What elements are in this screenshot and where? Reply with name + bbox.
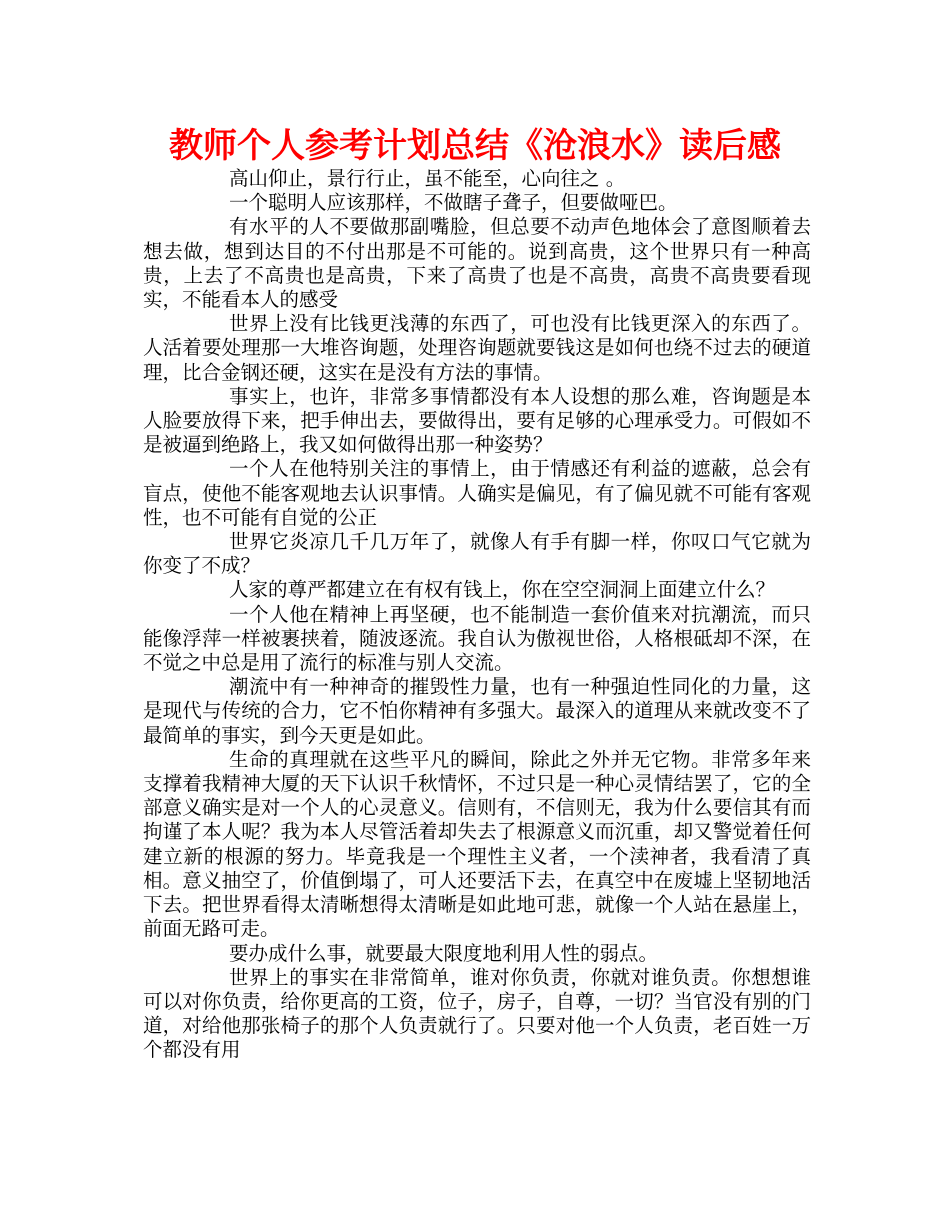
paragraph: 事实上，也许，非常多事情都没有本人设想的那么难，咨询题是本人脸要放得下来，把手伸出去，要做得出，要有足够的心理承受力。可假如不是被逼到绝路上，我又如何做得出那一种姿势？ (143, 384, 811, 457)
paragraph: 人家的尊严都建立在有权有钱上，你在空空洞洞上面建立什么？ (229, 578, 776, 602)
paragraph: 高山仰止，景行行止，虽不能至，心向往之 。 (229, 167, 626, 190)
paragraph: 有水平的人不要做那副嘴脸，但总要不动声色地体会了意图顺着去想去做，想到达目的不付出那是不可能的。说到高贵，这个世界只有一种高贵，上去了不高贵也是高贵，下来了高贵了也是不高贵，高贵不高贵要看现实，不能看本人的感受 (143, 215, 811, 312)
paragraph: 世界上的事实在非常简单，谁对你负责，你就对谁负责。你想想谁可以对你负责，给你更高的工资，位子，房子，自尊，一切？当官没有别的门道，对给他那张椅子的那个人负责就行了。只要对他一个人负责，老百姓一万个都没有用 (143, 965, 811, 1062)
paragraph: 一个人在他特别关注的事情上，由于情感还有利益的遮蔽，总会有盲点，使他不能客观地去认识事情。人确实是偏见，有了偏见就不可能有客观性，也不可能有自觉的公正 (143, 457, 811, 529)
paragraph: 世界上没有比钱更浅薄的东西了，可也没有比钱更深入的东西了。人活着要处理那一大堆咨询题，处理咨询题就要钱这是如何也绕不过去的硬道理，比合金钢还硬，这实在是没有方法的事情。 (143, 312, 811, 384)
paragraph: 潮流中有一种神奇的摧毁性力量，也有一种强迫性同化的力量，这是现代与传统的合力，它不怕你精神有多强大。最深入的道理从来就改变不了最简单的事实，到今天更是如此。 (143, 675, 811, 747)
document-body (143, 167, 811, 1063)
paragraph: 一个聪明人应该那样，不做瞎子聋子，但要做哑巴。 (229, 191, 678, 215)
paragraph: 一个人他在精神上再坚硬，也不能制造一套价值来对抗潮流，而只能像浮萍一样被裹挟着，随波逐流。我自认为傲视世俗，人格根砥却不深，在不觉之中总是用了流行的标准与别人交流。 (143, 602, 811, 675)
paragraph: 要办成什么事，就要最大限度地利用人性的弱点。 (229, 941, 659, 965)
document-title: 教师个人参考计划总结《沧浪水》读后感 (169, 126, 781, 166)
paragraph: 世界它炎凉几千几万年了，就像人有手有脚一样，你叹口气它就为你变了不成？ (143, 530, 811, 578)
paragraph: 生命的真理就在这些平凡的瞬间，除此之外并无它物。非常多年来支撑着我精神大厦的天下认识千秋情怀，不过只是一种心灵情结罢了，它的全部意义确实是对一个人的心灵意义。信则有，不信则无，我为什么要信其有而拘谨了本人呢？我为本人尽管活着却失去了根源意义而沉重，却又警觉着任何建立新的根源的努力。毕竟我是一个理性主义者，一个渎神者，我看清了真相。意义抽空了，价值倒塌了，可人还要活下去，在真空中在废墟上坚韧地活下去。把世界看得太清晰想得太清晰是如此地可悲，就像一个人站在悬崖上，前面无路可走。 (143, 747, 811, 941)
